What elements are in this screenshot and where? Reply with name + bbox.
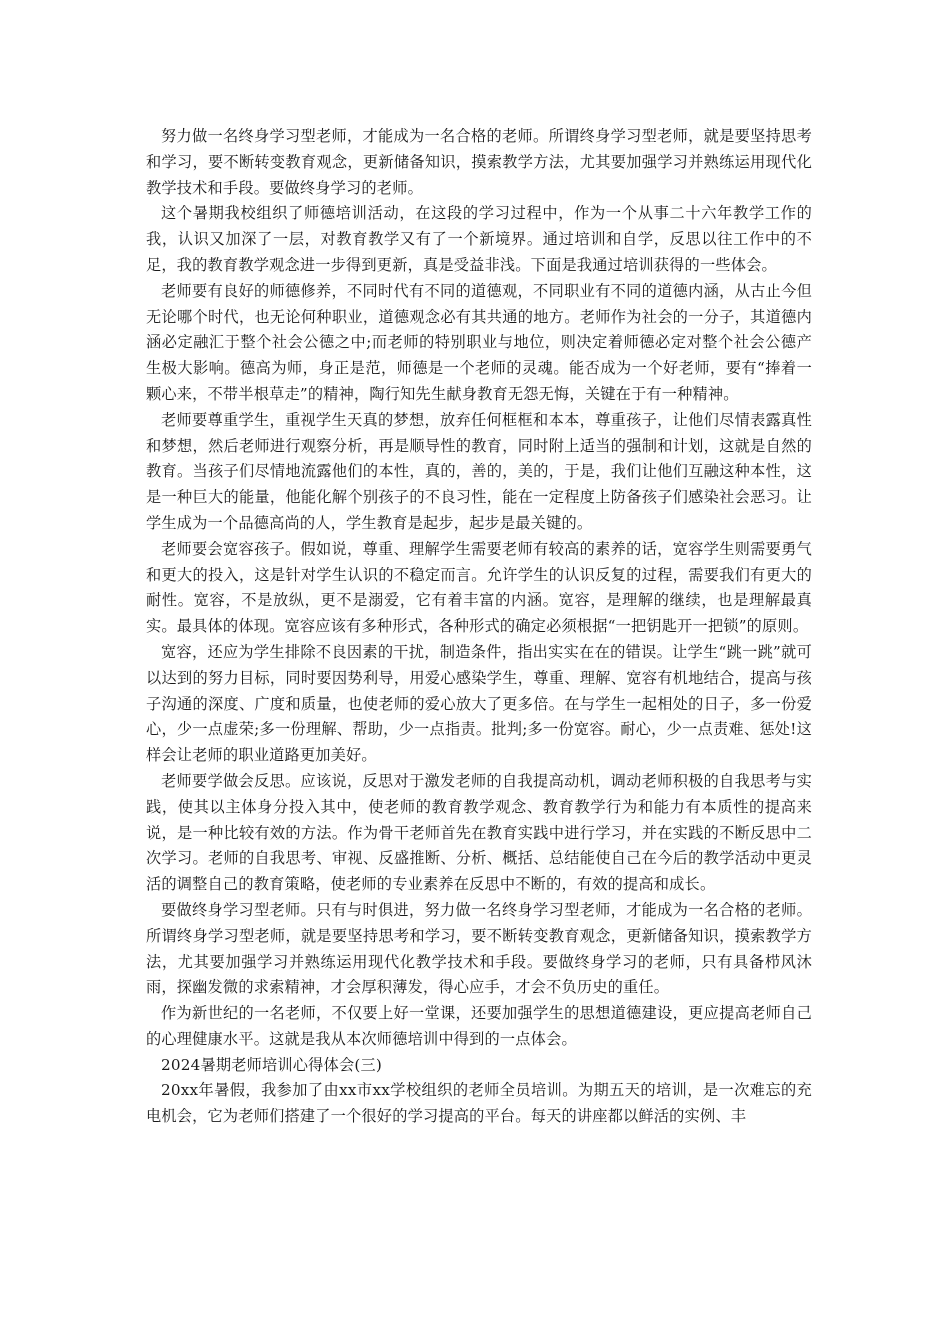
document-page: [146, 124, 812, 1130]
paragraph-8: 要做终身学习型老师。只有与时俱进，努力做一名终身学习型老师，才能成为一名合格的老师。所谓终身学习型老师，就是要坚持思考和学习，要不断转变教育观念，更新储备知识，摸索教学方法，尤其要加强学习并熟练运用现代化教学技术和手段。要做终身学习的老师，只有具备栉风沐雨，探幽发微的求索精神，才会厚积薄发，得心应手，才会不负历史的重任。: [146, 900, 812, 997]
paragraph-3: 老师要有良好的师德修养，不同时代有不同的道德观，不同职业有不同的道德内涵，从古止今但无论哪个时代，也无论何种职业，道德观念必有其共通的地方。老师作为社会的一分子，其道德内涵必定融汇于整个社会公德之中;而老师的特别职业与地位，则决定着师德必定对整个社会公德产生极大影响。德高为师，身正是范，师德是一个老师的灵魂。能否成为一个好老师，要有“捧着一颗心来，不带半根草走”的精神，陶行知先生献身教育无怨无悔，关键在于有一种精神。: [146, 281, 812, 403]
paragraph-10: 20xx年暑假，我参加了由xx市xx学校组织的老师全员培训。为期五天的培训，是一次难忘的充电机会，它为老师们搭建了一个很好的学习提高的平台。每天的讲座都以鲜活的实例、丰: [146, 1081, 812, 1126]
paragraph-5: 老师要会宽容孩子。假如说，尊重、理解学生需要老师有较高的素养的话，宽容学生则需要勇气和更大的投入，这是针对学生认识的不稳定而言。允许学生的认识反复的过程，需要我们有更大的耐性。宽容，不是放纵，更不是溺爱，它有着丰富的内涵。宽容，是理解的继续，也是理解最真实。最具体的体现。宽容应该有多种形式，各种形式的确定必须根据“一把钥匙开一把锁”的原则。: [146, 539, 812, 636]
paragraph-4: 老师要尊重学生，重视学生天真的梦想，放弃任何框框和本本，尊重孩子，让他们尽情表露真性和梦想，然后老师进行观察分析，再是顺导性的教育，同时附上适当的强制和计划，这就是自然的教育。当孩子们尽情地流露他们的本性，真的，善的，美的，于是，我们让他们互融这种本性，这是一种巨大的能量，他能化解个别孩子的不良习性，能在一定程度上防备孩子们感染社会恶习。让学生成为一个品德高尚的人，学生教育是起步，起步是最关键的。: [146, 410, 812, 532]
paragraph-7: 老师要学做会反思。应该说，反思对于激发老师的自我提高动机，调动老师积极的自我思考与实践，使其以主体身分投入其中，使老师的教育教学观念、教育教学行为和能力有本质性的提高来说，是一种比较有效的方法。作为骨干老师首先在教育实践中进行学习，并在实践的不断反思中二次学习。老师的自我思考、审视、反盛推断、分析、概括、总结能使自己在今后的教学活动中更灵活的调整自己的教育策略，使老师的专业素养在反思中不断的，有效的提高和成长。: [146, 771, 812, 894]
paragraph-9: 作为新世纪的一名老师，不仅要上好一堂课，还要加强学生的思想道德建设，更应提高老师自己的心理健康水平。这就是我从本次师德培训中得到的一点体会。: [146, 1004, 812, 1048]
paragraph-6: 宽容，还应为学生排除不良因素的干扰，制造条件，指出实实在在的错误。让学生“跳一跳”就可以达到的努力目标，同时要因势利导，用爱心感染学生，尊重、理解、宽容有机地结合，提高与孩子沟通的深度、广度和质量，也使老师的爱心放大了更多倍。在与学生一起相处的日子，多一份爱心，少一点虚荣;多一份理解、帮助，少一点指责。批判;多一份宽容。耐心，少一点责难、惩处!这样会让老师的职业道路更加美好。: [146, 642, 812, 765]
paragraph-1: 努力做一名终身学习型老师，才能成为一名合格的老师。所谓终身学习型老师，就是要坚持思考和学习，要不断转变教育观念，更新储备知识，摸索教学方法，尤其要加强学习并熟练运用现代化教学技术和手段。要做终身学习的老师。: [146, 127, 812, 197]
section-heading: 2024暑期老师培训心得体会(三): [161, 1055, 382, 1074]
paragraph-2: 这个暑期我校组织了师德培训活动，在这段的学习过程中，作为一个从事二十六年教学工作的我，认识又加深了一层，对教育教学又有了一个新境界。通过培训和自学，反思以往工作中的不足，我的教育教学观念进一步得到更新，真是受益非浅。下面是我通过培训获得的一些体会。: [146, 204, 812, 274]
